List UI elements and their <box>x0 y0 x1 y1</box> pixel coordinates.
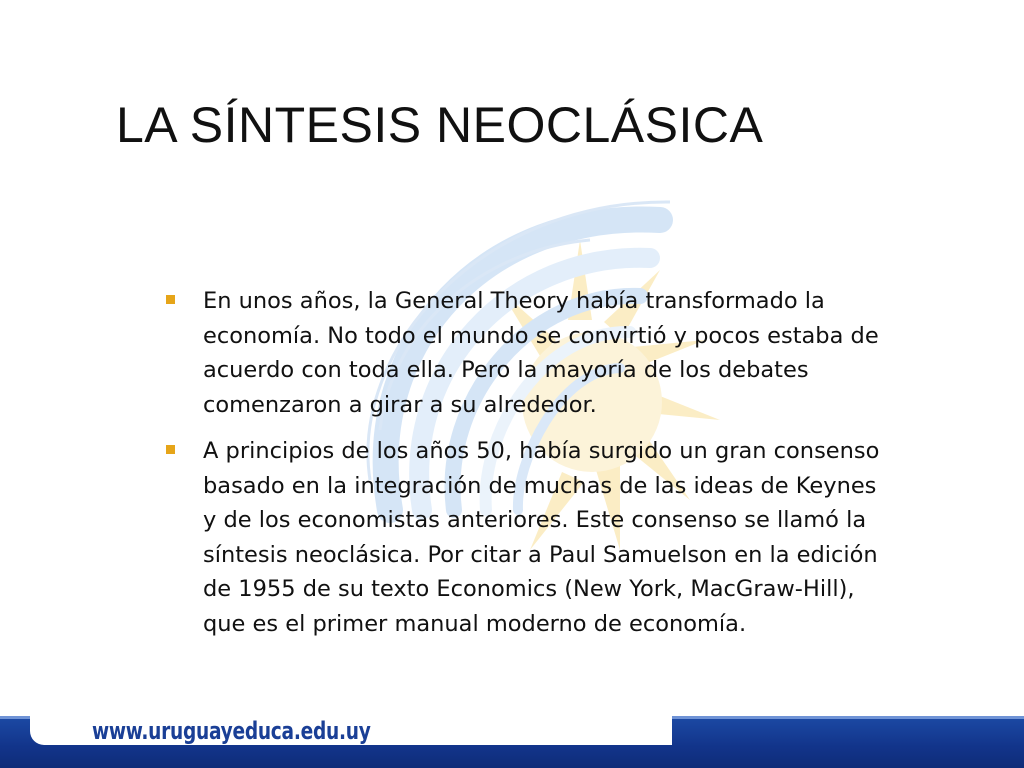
bullet-list <box>166 284 896 653</box>
square-bullet-icon <box>166 295 175 304</box>
list-item <box>166 434 896 641</box>
footer-url[interactable]: www.uruguayeduca.edu.uy <box>92 717 371 745</box>
bullet-text: En unos años, la General Theory había transformado la economía. No todo el mundo se convirtió y pocos estaba de acuerdo con toda ella. Pero la mayoría de los debates comenzaron a girar a su alrededor. <box>203 288 879 418</box>
list-item <box>166 284 896 422</box>
square-bullet-icon <box>166 445 175 454</box>
slide-title: LA SÍNTESIS NEOCLÁSICA <box>116 97 764 153</box>
bullet-text: A principios de los años 50, había surgido un gran consenso basado en la integración de muchas de las ideas de Keynes y de los economistas anteriores. Este consenso se llamó la síntesis neoclásica. Por citar a Paul Samuelson en la edición de 1955 de su texto Economics (New York, MacGraw-Hill), que es el primer manual moderno de economía. <box>203 438 880 637</box>
